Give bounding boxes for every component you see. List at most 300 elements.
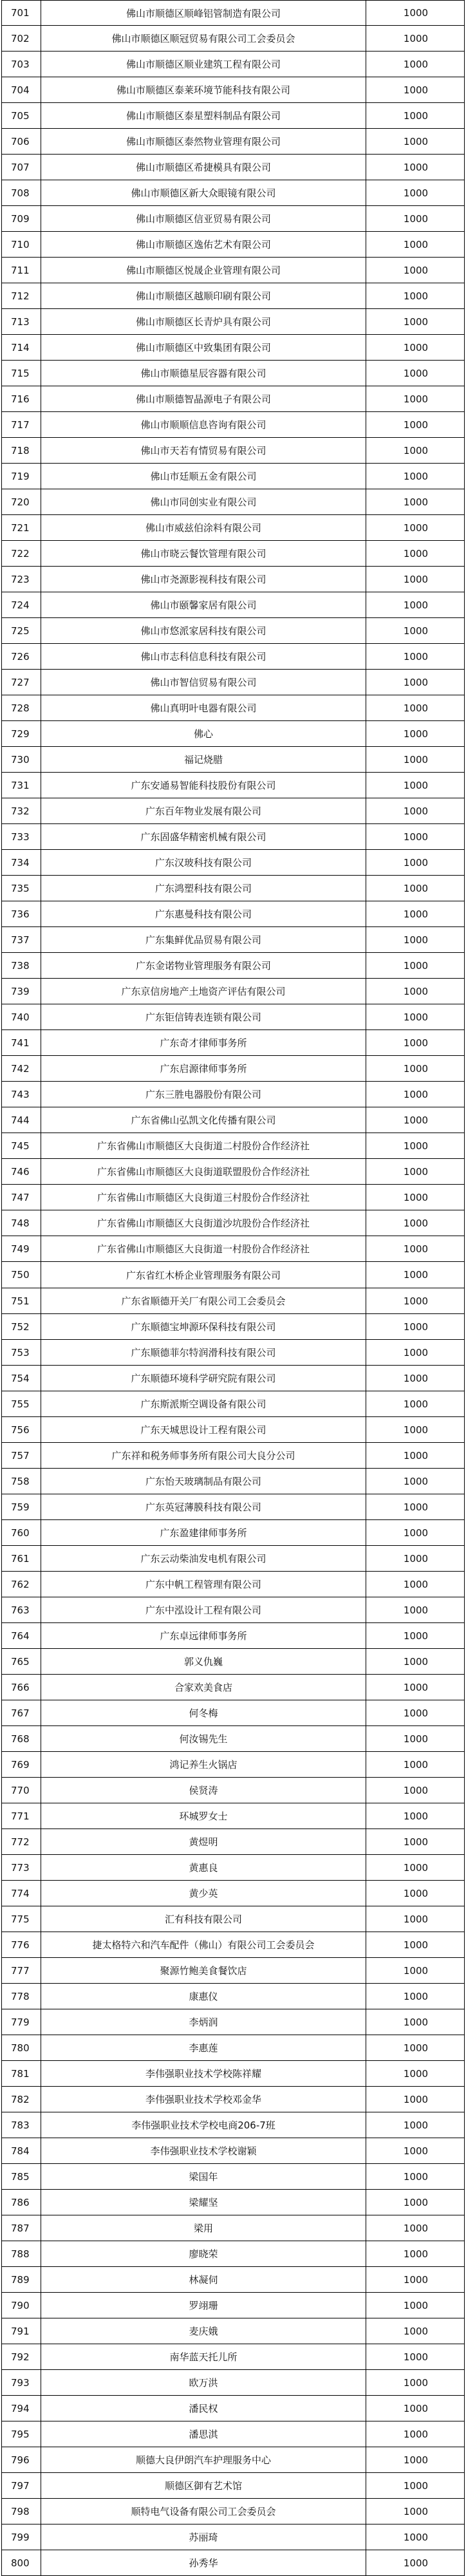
row-name: 梁耀坚 xyxy=(41,2190,366,2215)
row-amount: 1000 xyxy=(403,1114,429,1126)
table-row xyxy=(1,1082,465,1107)
row-number: 746 xyxy=(11,1165,30,1178)
row-number: 726 xyxy=(11,650,30,663)
table-row xyxy=(1,1855,465,1881)
row-name: 佛山市顺德区中致集团有限公司 xyxy=(41,335,366,360)
row-amount: 1000 xyxy=(403,1758,429,1771)
table-row xyxy=(1,773,465,798)
row-name: 广东钜信铸表连锁有限公司 xyxy=(41,1004,366,1029)
row-amount: 1000 xyxy=(403,1243,429,1255)
table-row xyxy=(1,1262,465,1288)
row-number: 736 xyxy=(11,908,30,920)
table-row xyxy=(1,309,465,335)
table-row xyxy=(1,155,465,180)
table-row xyxy=(1,206,465,232)
row-amount: 1000 xyxy=(403,1088,429,1100)
table-row xyxy=(1,1520,465,1546)
row-name: 合家欢美食店 xyxy=(41,1675,366,1700)
row-amount: 1000 xyxy=(403,109,429,122)
row-name: 黄煜明 xyxy=(41,1829,366,1854)
table-row xyxy=(1,618,465,644)
table-row xyxy=(1,1004,465,1030)
row-number: 735 xyxy=(11,882,30,894)
row-number: 768 xyxy=(11,1733,30,1745)
row-amount: 1000 xyxy=(403,470,429,482)
row-number: 756 xyxy=(11,1424,30,1436)
row-name: 南华蓝天托儿所 xyxy=(41,2344,366,2369)
row-amount: 1000 xyxy=(403,1861,429,1874)
row-number: 745 xyxy=(11,1140,30,1152)
row-number: 739 xyxy=(11,985,30,997)
row-name: 广东金诺物业管理服务有限公司 xyxy=(41,953,366,978)
row-number: 757 xyxy=(11,1449,30,1462)
table-row xyxy=(1,721,465,747)
row-amount: 1000 xyxy=(403,1037,429,1049)
row-amount: 1000 xyxy=(403,547,429,559)
table-row xyxy=(1,438,465,464)
row-name: 佛山市顺德智晶源电子有限公司 xyxy=(41,386,366,411)
row-amount: 1000 xyxy=(403,2325,429,2337)
row-number: 749 xyxy=(11,1243,30,1255)
table-row xyxy=(1,1752,465,1778)
row-name: 广东祥和税务师事务所有限公司大良分公司 xyxy=(41,1443,366,1468)
row-amount: 1000 xyxy=(403,496,429,508)
row-number: 743 xyxy=(11,1088,30,1100)
row-name: 麦庆娥 xyxy=(41,2318,366,2344)
row-name: 广东集鲜优品贸易有限公司 xyxy=(41,927,366,952)
row-number: 740 xyxy=(11,1011,30,1023)
row-amount: 1000 xyxy=(403,367,429,379)
table-row xyxy=(1,644,465,670)
row-number: 708 xyxy=(11,187,30,199)
row-amount: 1000 xyxy=(403,1191,429,1203)
table-row xyxy=(1,1107,465,1133)
table-row xyxy=(1,1803,465,1829)
row-amount: 1000 xyxy=(403,934,429,946)
table-row xyxy=(1,1546,465,1572)
row-name: 广东奇才律师事务所 xyxy=(41,1030,366,1055)
row-name: 何汝锡先生 xyxy=(41,1726,366,1751)
row-name: 福记烧腊 xyxy=(41,747,366,772)
row-number: 716 xyxy=(11,393,30,405)
row-number: 797 xyxy=(11,2479,30,2492)
row-amount: 1000 xyxy=(403,2222,429,2234)
row-number: 709 xyxy=(11,212,30,225)
table-row xyxy=(1,1056,465,1082)
row-name: 佛山市晓云餐饮管理有限公司 xyxy=(41,541,366,566)
table-row xyxy=(1,1984,465,2009)
row-amount: 1000 xyxy=(403,2016,429,2028)
row-amount: 1000 xyxy=(403,1630,429,1642)
row-amount: 1000 xyxy=(403,161,429,173)
table-row xyxy=(1,1469,465,1494)
table-row xyxy=(1,1288,465,1314)
table-row xyxy=(1,2318,465,2344)
row-amount: 1000 xyxy=(403,2505,429,2517)
row-number: 731 xyxy=(11,779,30,791)
table-row xyxy=(1,695,465,721)
row-amount: 1000 xyxy=(403,702,429,714)
table-row xyxy=(1,2473,465,2499)
row-name: 广东省佛山市顺德区大良街道二村股份合作经济社 xyxy=(41,1133,366,1158)
row-name: 广东中帆工程管理有限公司 xyxy=(41,1572,366,1597)
row-name: 广东汉玻科技有限公司 xyxy=(41,850,366,875)
table-row xyxy=(1,2499,465,2524)
row-name: 黄少英 xyxy=(41,1881,366,1906)
row-name: 佛山市顺德星辰容器有限公司 xyxy=(41,361,366,386)
row-amount: 1000 xyxy=(403,856,429,869)
row-name: 林凝伺 xyxy=(41,2267,366,2292)
row-amount: 1000 xyxy=(403,2170,429,2183)
table-row xyxy=(1,927,465,953)
row-amount: 1000 xyxy=(403,2248,429,2260)
row-name: 捷太格特六和汽车配件（佛山）有限公司工会委员会 xyxy=(41,1932,366,1957)
table-row xyxy=(1,2112,465,2138)
row-number: 719 xyxy=(11,470,30,482)
table-row xyxy=(1,2164,465,2190)
row-name: 广东省佛山市顺德区大良街道三村股份合作经济社 xyxy=(41,1185,366,1210)
table-row xyxy=(1,1417,465,1443)
row-amount: 1000 xyxy=(403,2093,429,2105)
row-amount: 1000 xyxy=(403,573,429,585)
row-amount: 1000 xyxy=(403,2042,429,2054)
row-amount: 1000 xyxy=(403,1604,429,1616)
row-name: 广东怡天玻璃制品有限公司 xyxy=(41,1469,366,1494)
row-number: 752 xyxy=(11,1321,30,1333)
row-name: 广东省佛山市顺德区大良街道沙坑股份合作经济社 xyxy=(41,1210,366,1236)
row-number: 707 xyxy=(11,161,30,173)
table-row xyxy=(1,1932,465,1958)
row-amount: 1000 xyxy=(403,1578,429,1590)
row-name: 李炳润 xyxy=(41,2009,366,2035)
table-row xyxy=(1,670,465,695)
row-amount: 1000 xyxy=(403,1552,429,1565)
table-row xyxy=(1,798,465,824)
row-number: 769 xyxy=(11,1758,30,1771)
row-name: 广东省顺德开关厂有限公司工会委员会 xyxy=(41,1288,366,1313)
row-amount: 1000 xyxy=(403,985,429,997)
table-row xyxy=(1,2550,465,2576)
table-row xyxy=(1,2370,465,2396)
row-number: 721 xyxy=(11,522,30,534)
row-amount: 1000 xyxy=(403,58,429,70)
row-number: 713 xyxy=(11,315,30,328)
row-number: 734 xyxy=(11,856,30,869)
row-amount: 1000 xyxy=(403,779,429,791)
table-row xyxy=(1,386,465,412)
row-amount: 1000 xyxy=(403,1913,429,1925)
row-amount: 1000 xyxy=(403,1810,429,1822)
row-amount: 1000 xyxy=(403,1372,429,1384)
row-number: 714 xyxy=(11,341,30,353)
row-number: 717 xyxy=(11,418,30,431)
table-row xyxy=(1,2241,465,2267)
row-number: 761 xyxy=(11,1552,30,1565)
row-amount: 1000 xyxy=(403,831,429,843)
row-amount: 1000 xyxy=(403,728,429,740)
row-number: 766 xyxy=(11,1681,30,1693)
row-name: 鸿记养生火锅店 xyxy=(41,1752,366,1777)
table-row xyxy=(1,2293,465,2318)
row-number: 765 xyxy=(11,1655,30,1668)
table-row xyxy=(1,180,465,206)
table-row xyxy=(1,2524,465,2550)
row-name: 广东顺德宝坤源环保科技有限公司 xyxy=(41,1314,366,1339)
row-amount: 1000 xyxy=(403,444,429,456)
table-row xyxy=(1,1314,465,1340)
row-number: 702 xyxy=(11,32,30,44)
row-number: 775 xyxy=(11,1913,30,1925)
row-number: 783 xyxy=(11,2119,30,2131)
row-amount: 1000 xyxy=(403,959,429,972)
table-row xyxy=(1,1726,465,1752)
row-amount: 1000 xyxy=(403,2067,429,2080)
table-row xyxy=(1,1236,465,1262)
table-row xyxy=(1,1958,465,1984)
row-amount: 1000 xyxy=(403,212,429,225)
row-number: 786 xyxy=(11,2196,30,2208)
table-row xyxy=(1,541,465,567)
row-name: 佛山市顺德区泰莱环境节能科技有限公司 xyxy=(41,77,366,102)
row-number: 788 xyxy=(11,2248,30,2260)
row-number: 778 xyxy=(11,1990,30,2002)
table-row xyxy=(1,1494,465,1520)
row-number: 781 xyxy=(11,2067,30,2080)
row-number: 795 xyxy=(11,2428,30,2440)
row-amount: 1000 xyxy=(403,238,429,250)
row-amount: 1000 xyxy=(403,1887,429,1899)
row-amount: 1000 xyxy=(403,1501,429,1513)
row-amount: 1000 xyxy=(403,2273,429,2286)
row-number: 779 xyxy=(11,2016,30,2028)
row-number: 710 xyxy=(11,238,30,250)
row-name: 广东卓远律师事务所 xyxy=(41,1623,366,1648)
table-row xyxy=(1,747,465,773)
row-amount: 1000 xyxy=(403,84,429,96)
row-amount: 1000 xyxy=(403,1321,429,1333)
row-amount: 1000 xyxy=(403,2531,429,2543)
row-name: 潘民权 xyxy=(41,2396,366,2421)
row-number: 741 xyxy=(11,1037,30,1049)
row-number: 737 xyxy=(11,934,30,946)
row-amount: 1000 xyxy=(403,625,429,637)
table-row xyxy=(1,0,465,26)
row-amount: 1000 xyxy=(403,2479,429,2492)
row-number: 796 xyxy=(11,2454,30,2466)
row-name: 顺特电气设备有限公司工会委员会 xyxy=(41,2499,366,2524)
row-name: 广东天城思设计工程有限公司 xyxy=(41,1417,366,1442)
row-amount: 1000 xyxy=(403,1346,429,1359)
row-amount: 1000 xyxy=(403,1475,429,1487)
row-amount: 1000 xyxy=(403,1707,429,1719)
row-number: 777 xyxy=(11,1964,30,1977)
table-row xyxy=(1,2267,465,2293)
row-name: 广东鸿塑科技有限公司 xyxy=(41,876,366,901)
row-name: 梁国年 xyxy=(41,2164,366,2189)
row-number: 755 xyxy=(11,1398,30,1410)
row-number: 782 xyxy=(11,2093,30,2105)
row-name: 黄惠良 xyxy=(41,1855,366,1880)
row-amount: 1000 xyxy=(403,1836,429,1848)
row-name: 佛山市同创实业有限公司 xyxy=(41,489,366,514)
row-amount: 1000 xyxy=(403,135,429,147)
table-row xyxy=(1,1778,465,1803)
row-number: 720 xyxy=(11,496,30,508)
table-row xyxy=(1,2009,465,2035)
row-number: 704 xyxy=(11,84,30,96)
table-row xyxy=(1,283,465,309)
table-row xyxy=(1,2138,465,2164)
row-name: 佛山市顺德区泰星塑料制品有限公司 xyxy=(41,103,366,128)
row-name: 广东惠曼科技有限公司 xyxy=(41,901,366,926)
row-name: 佛山市尧源影视科技有限公司 xyxy=(41,567,366,592)
row-name: 广东英冠薄膜科技有限公司 xyxy=(41,1494,366,1519)
row-amount: 1000 xyxy=(403,1964,429,1977)
row-number: 762 xyxy=(11,1578,30,1590)
row-amount: 1000 xyxy=(403,522,429,534)
row-amount: 1000 xyxy=(403,1011,429,1023)
table-row xyxy=(1,1700,465,1726)
row-amount: 1000 xyxy=(403,882,429,894)
row-amount: 1000 xyxy=(403,1784,429,1796)
row-amount: 1000 xyxy=(403,805,429,817)
donation-table xyxy=(1,0,465,2576)
row-number: 722 xyxy=(11,547,30,559)
row-name: 康惠仪 xyxy=(41,1984,366,2009)
row-name: 汇有科技有限公司 xyxy=(41,1906,366,1932)
row-name: 佛山市顺德区希捷模具有限公司 xyxy=(41,155,366,180)
table-row xyxy=(1,232,465,258)
row-number: 725 xyxy=(11,625,30,637)
row-name: 广东顺德环境科学研究院有限公司 xyxy=(41,1366,366,1391)
row-number: 767 xyxy=(11,1707,30,1719)
row-name: 李惠莲 xyxy=(41,2035,366,2060)
table-row xyxy=(1,1906,465,1932)
row-name: 顺德大良伊朗汽车护理服务中心 xyxy=(41,2447,366,2472)
row-name: 广东启源律师事务所 xyxy=(41,1056,366,1081)
table-row xyxy=(1,2396,465,2421)
table-row xyxy=(1,464,465,489)
table-row xyxy=(1,26,465,52)
row-name: 广东省佛山弘凯文化传播有限公司 xyxy=(41,1107,366,1133)
row-number: 724 xyxy=(11,599,30,611)
row-name: 佛山市顺德区顺业建筑工程有限公司 xyxy=(41,52,366,77)
row-name: 何冬梅 xyxy=(41,1700,366,1725)
row-number: 787 xyxy=(11,2222,30,2234)
table-row xyxy=(1,1159,465,1185)
table-row xyxy=(1,77,465,103)
row-name: 顺德区御有艺术馆 xyxy=(41,2473,366,2498)
row-amount: 1000 xyxy=(403,1681,429,1693)
table-row xyxy=(1,1030,465,1056)
table-row xyxy=(1,1133,465,1159)
row-number: 758 xyxy=(11,1475,30,1487)
row-amount: 1000 xyxy=(403,290,429,302)
table-row xyxy=(1,515,465,541)
row-name: 佛山市廷顺五金有限公司 xyxy=(41,464,366,489)
table-row xyxy=(1,1340,465,1366)
row-amount: 1000 xyxy=(403,1217,429,1229)
row-name: 佛山市顺德区悦晟企业管理有限公司 xyxy=(41,258,366,283)
row-number: 753 xyxy=(11,1346,30,1359)
row-amount: 1000 xyxy=(403,1295,429,1307)
row-name: 佛山市颐馨家居有限公司 xyxy=(41,592,366,617)
row-number: 738 xyxy=(11,959,30,972)
row-amount: 1000 xyxy=(403,2299,429,2311)
row-number: 799 xyxy=(11,2531,30,2543)
row-number: 701 xyxy=(11,7,30,19)
row-name: 佛山市顺顺信息咨询有限公司 xyxy=(41,412,366,437)
table-row xyxy=(1,1366,465,1391)
row-number: 723 xyxy=(11,573,30,585)
row-name: 聚源竹鲍美食餐饮店 xyxy=(41,1958,366,1983)
row-number: 791 xyxy=(11,2325,30,2337)
table-row xyxy=(1,258,465,283)
table-row xyxy=(1,1210,465,1236)
table-row xyxy=(1,979,465,1004)
row-name: 孙秀华 xyxy=(41,2550,366,2575)
row-name: 广东固盛华精密机械有限公司 xyxy=(41,824,366,849)
row-name: 佛山市顺德区顺冠贸易有限公司工会委员会 xyxy=(41,26,366,51)
row-number: 759 xyxy=(11,1501,30,1513)
row-name: 佛山市顺德区新大众眼镜有限公司 xyxy=(41,180,366,205)
row-name: 罗翊珊 xyxy=(41,2293,366,2318)
row-amount: 1000 xyxy=(403,2428,429,2440)
table-row xyxy=(1,103,465,129)
row-name: 广东省佛山市顺德区大良街道联盟股份合作经济社 xyxy=(41,1159,366,1184)
row-name: 佛心 xyxy=(41,721,366,746)
row-amount: 1000 xyxy=(403,1939,429,1951)
row-amount: 1000 xyxy=(403,2557,429,2569)
row-name: 李伟强职业技术学校陈祥耀 xyxy=(41,2061,366,2086)
row-amount: 1000 xyxy=(403,7,429,19)
row-name: 苏丽琦 xyxy=(41,2524,366,2550)
row-name: 佛山市顺德区信亚贸易有限公司 xyxy=(41,206,366,231)
row-number: 773 xyxy=(11,1861,30,1874)
table-row xyxy=(1,824,465,850)
row-amount: 1000 xyxy=(403,393,429,405)
row-name: 广东省佛山市顺德区大良街道一村股份合作经济社 xyxy=(41,1236,366,1261)
row-name: 广东云动柴油发电机有限公司 xyxy=(41,1546,366,1571)
row-amount: 1000 xyxy=(403,1062,429,1075)
row-amount: 1000 xyxy=(403,187,429,199)
row-amount: 1000 xyxy=(403,32,429,44)
table-row xyxy=(1,1185,465,1210)
row-name: 佛山市顺德区逸佑艺术有限公司 xyxy=(41,232,366,257)
row-number: 776 xyxy=(11,1939,30,1951)
row-name: 佛山市志科信息科技有限公司 xyxy=(41,644,366,669)
table-row xyxy=(1,2344,465,2370)
row-number: 800 xyxy=(11,2557,30,2569)
table-row xyxy=(1,850,465,876)
row-number: 751 xyxy=(11,1295,30,1307)
row-amount: 1000 xyxy=(403,1449,429,1462)
row-name: 广东三胜电器股份有限公司 xyxy=(41,1082,366,1107)
row-amount: 1000 xyxy=(403,1269,429,1281)
table-row xyxy=(1,1572,465,1597)
row-name: 李伟强职业技术学校谢颖 xyxy=(41,2138,366,2163)
row-name: 佛山市顺德区长青炉具有限公司 xyxy=(41,309,366,334)
row-name: 广东百年物业发展有限公司 xyxy=(41,798,366,823)
row-number: 792 xyxy=(11,2351,30,2363)
row-name: 佛山市天若有情贸易有限公司 xyxy=(41,438,366,463)
table-row xyxy=(1,52,465,77)
row-number: 732 xyxy=(11,805,30,817)
row-number: 733 xyxy=(11,831,30,843)
table-row xyxy=(1,2087,465,2112)
table-row xyxy=(1,1597,465,1623)
row-name: 佛山市智信贸易有限公司 xyxy=(41,670,366,695)
